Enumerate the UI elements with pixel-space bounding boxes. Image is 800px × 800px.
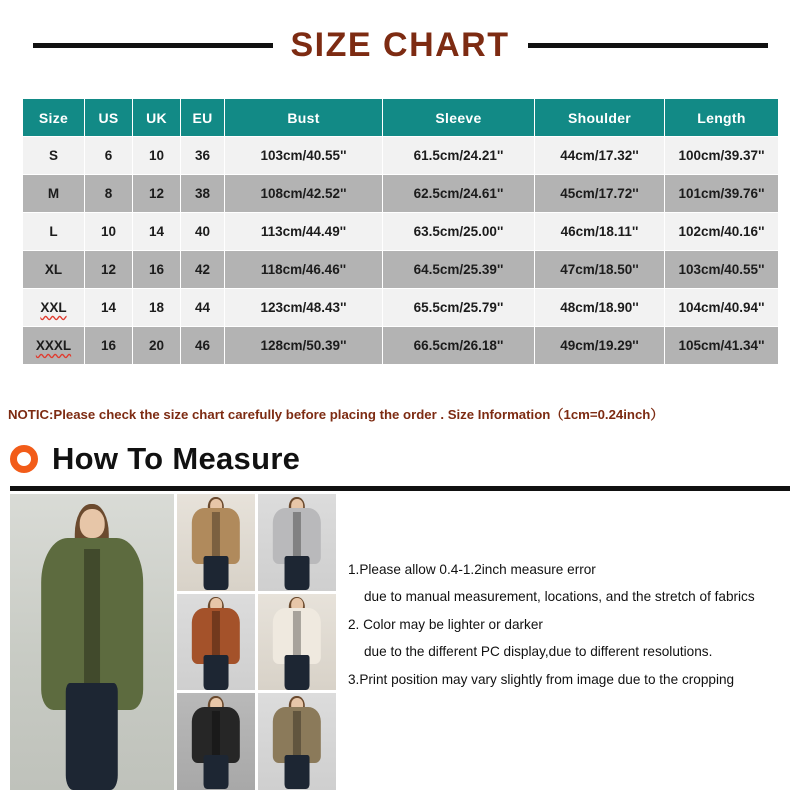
measure-note-1 <box>348 562 790 605</box>
product-photo-thumb <box>177 693 255 790</box>
product-photo-column-2 <box>258 494 336 790</box>
cell-uk: 16 <box>133 251 181 289</box>
cell-length: 100cm/39.37'' <box>665 137 779 175</box>
cell-bust: 123cm/48.43'' <box>225 289 383 327</box>
cell-sleeve: 62.5cm/24.61'' <box>383 175 535 213</box>
cell-shoulder: 49cm/19.29'' <box>535 327 665 365</box>
cell-us: 6 <box>85 137 133 175</box>
page-title: SIZE CHART <box>290 25 510 64</box>
cell-size: M <box>23 175 85 213</box>
cell-uk: 14 <box>133 213 181 251</box>
measure-note-1-line1: 1.Please allow 0.4-1.2inch measure error <box>348 562 596 577</box>
cell-size: L <box>23 213 85 251</box>
column-header-us: US <box>85 99 133 137</box>
product-photo-main <box>10 494 174 790</box>
table-row <box>23 289 779 327</box>
cell-us: 14 <box>85 289 133 327</box>
measure-note-1-line2: due to manual measurement, locations, and the stretch of fabrics <box>364 588 755 604</box>
how-to-measure-heading: How To Measure <box>52 441 301 476</box>
cell-bust: 118cm/46.46'' <box>225 251 383 289</box>
cell-shoulder: 44cm/17.32'' <box>535 137 665 175</box>
table-row <box>23 213 779 251</box>
cell-length: 104cm/40.94'' <box>665 289 779 327</box>
cell-us: 16 <box>85 327 133 365</box>
table-row <box>23 327 779 365</box>
cell-us: 12 <box>85 251 133 289</box>
measure-note-2 <box>348 617 790 660</box>
cell-uk: 20 <box>133 327 181 365</box>
cell-bust: 103cm/40.55'' <box>225 137 383 175</box>
size-chart-table <box>22 98 779 365</box>
title-rule-left <box>33 43 273 48</box>
cell-sleeve: 65.5cm/25.79'' <box>383 289 535 327</box>
measure-note-2-line1: 2. Color may be lighter or darker <box>348 617 543 633</box>
size-chart-table-wrap <box>22 98 778 365</box>
model-head <box>80 509 105 538</box>
model-jeans <box>285 556 310 591</box>
column-header-sleeve: Sleeve <box>383 99 535 137</box>
cell-bust: 108cm/42.52'' <box>225 175 383 213</box>
cell-size: XXXL <box>23 327 85 365</box>
cell-us: 8 <box>85 175 133 213</box>
table-row <box>23 137 779 175</box>
cell-length: 105cm/41.34'' <box>665 327 779 365</box>
cell-eu: 44 <box>181 289 225 327</box>
cell-shoulder: 48cm/18.90'' <box>535 289 665 327</box>
table-row <box>23 175 779 213</box>
cell-uk: 10 <box>133 137 181 175</box>
column-header-eu: EU <box>181 99 225 137</box>
measure-notes <box>348 562 790 701</box>
column-header-uk: UK <box>133 99 181 137</box>
cell-eu: 38 <box>181 175 225 213</box>
cell-eu: 40 <box>181 213 225 251</box>
model-jeans <box>285 655 310 690</box>
size-notice: NOTIC:Please check the size chart carefully before placing the order . Size Information（1cm=0.24inch） <box>8 407 664 422</box>
product-photo-thumb <box>258 594 336 691</box>
page-title-row <box>0 22 800 68</box>
model-jeans <box>66 683 118 790</box>
cell-eu: 42 <box>181 251 225 289</box>
cell-us: 10 <box>85 213 133 251</box>
cell-eu: 46 <box>181 327 225 365</box>
model-jeans <box>204 556 229 591</box>
cell-length: 103cm/40.55'' <box>665 251 779 289</box>
column-header-size: Size <box>23 99 85 137</box>
cell-shoulder: 46cm/18.11'' <box>535 213 665 251</box>
cell-length: 101cm/39.76'' <box>665 175 779 213</box>
cell-size: XXL <box>23 289 85 327</box>
title-rule-right <box>528 43 768 48</box>
product-photo-thumb <box>258 494 336 591</box>
measure-note-3-line1: 3.Print position may vary slightly from image due to the cropping <box>348 672 735 688</box>
cell-uk: 18 <box>133 289 181 327</box>
circle-bullet-icon <box>10 445 38 473</box>
product-photo-thumb <box>177 494 255 591</box>
cell-size: XL <box>23 251 85 289</box>
product-photo-column-1 <box>177 494 255 790</box>
model-jeans <box>285 755 310 790</box>
cell-size: S <box>23 137 85 175</box>
cell-bust: 128cm/50.39'' <box>225 327 383 365</box>
table-row <box>23 251 779 289</box>
measure-note-3 <box>348 672 790 689</box>
table-header-row <box>23 99 779 137</box>
model-jeans <box>204 655 229 690</box>
measure-note-2-line2: due to the different PC display,due to different resolutions. <box>364 643 713 659</box>
cell-eu: 36 <box>181 137 225 175</box>
product-photo-thumb <box>177 594 255 691</box>
how-to-measure-rule <box>10 486 790 491</box>
column-header-length: Length <box>665 99 779 137</box>
cell-bust: 113cm/44.49'' <box>225 213 383 251</box>
cell-sleeve: 64.5cm/25.39'' <box>383 251 535 289</box>
model-jeans <box>204 755 229 790</box>
cell-sleeve: 61.5cm/24.21'' <box>383 137 535 175</box>
how-to-measure-heading-row <box>10 436 790 482</box>
cell-shoulder: 47cm/18.50'' <box>535 251 665 289</box>
column-header-shoulder: Shoulder <box>535 99 665 137</box>
cell-shoulder: 45cm/17.72'' <box>535 175 665 213</box>
cell-sleeve: 63.5cm/25.00'' <box>383 213 535 251</box>
product-photo-grid <box>10 494 336 790</box>
column-header-bust: Bust <box>225 99 383 137</box>
cell-uk: 12 <box>133 175 181 213</box>
cell-sleeve: 66.5cm/26.18'' <box>383 327 535 365</box>
product-photo-thumb <box>258 693 336 790</box>
cell-length: 102cm/40.16'' <box>665 213 779 251</box>
